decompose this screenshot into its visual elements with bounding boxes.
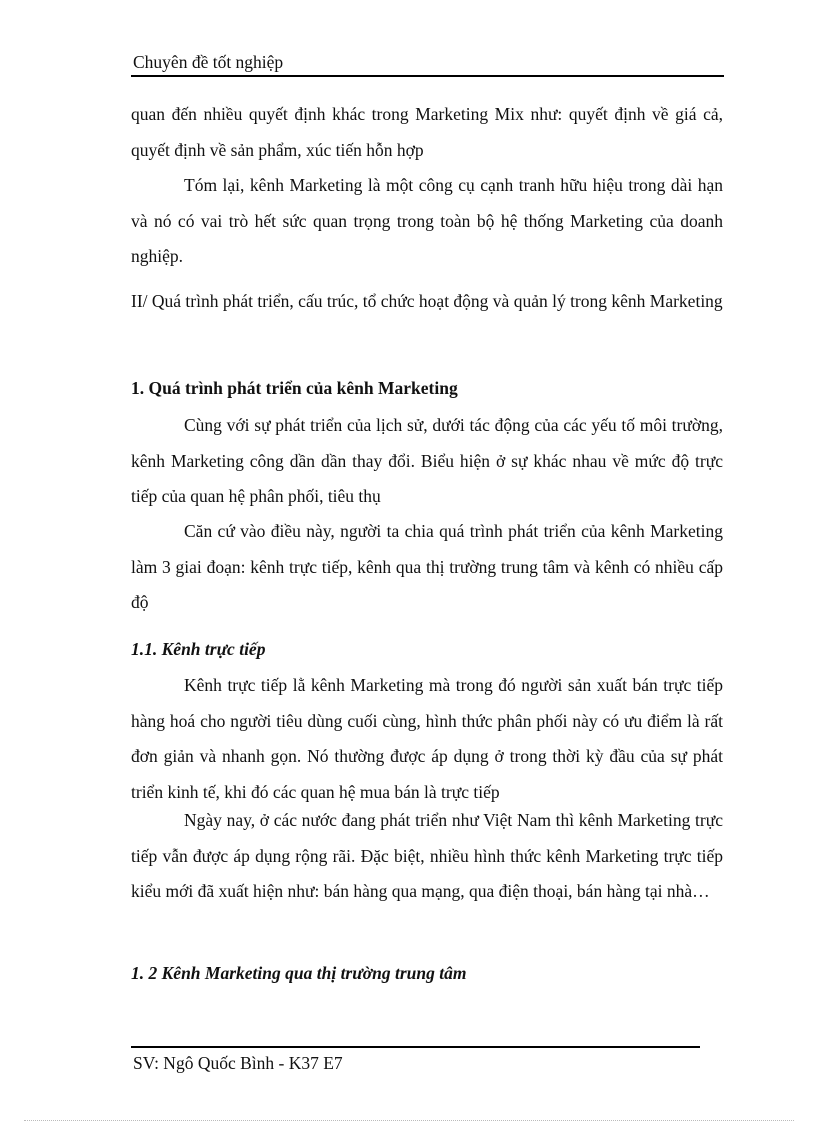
heading-1-2: 1. 2 Kênh Marketing qua thị trường trung tâm <box>131 963 467 983</box>
paragraph-direct-channel: Kênh trực tiếp lằ kênh Marketing mà trong đó người sản xuất bán trực tiếp hàng hoá cho người tiêu dùng cuối cùng, hình thức phân phối này có ưu điểm là rất đơn giản và nhanh gọn. Nó thường được áp dụng ở trong thời kỳ đầu của sự phát triển kinh tế, khi đó các quan hệ mua bán là trực tiếp <box>131 675 723 802</box>
page-header-title: Chuyên đề tốt nghiệp <box>133 52 284 72</box>
paragraph-continuation: quan đến nhiều quyết định khác trong Marketing Mix như: quyết định về giá cả, quyết định về sản phẩm, xúc tiến hỗn hợp <box>131 104 723 160</box>
header-rule <box>131 75 724 77</box>
paragraph-history: Cùng với sự phát triển của lịch sử, dưới tác động của các yếu tố môi trường, kênh Marketing công dần dần thay đổi. Biểu hiện ở sự khác nhau về mức độ trực tiếp của quan hệ phân phối, tiêu thụ <box>131 415 723 506</box>
page-footer-text: SV: Ngô Quốc Bình - K37 E7 <box>133 1053 343 1073</box>
footer-rule <box>131 1046 700 1048</box>
page-edge-dotted <box>24 1120 794 1121</box>
paragraph-summary: Tóm lại, kênh Marketing là một công cụ cạnh tranh hữu hiệu trong dài hạn và nó có vai trò hết sức quan trọng trong toàn bộ hệ thống Marketing của doanh nghiệp. <box>131 175 723 266</box>
heading-1: 1. Quá trình phát triển của kênh Marketing <box>131 378 458 398</box>
paragraph-stages: Căn cứ vào điều này, người ta chia quá trình phát triển của kênh Marketing làm 3 giai đoạn: kênh trực tiếp, kênh qua thị trường trung tâm và kênh có nhiều cấp độ <box>131 521 723 612</box>
paragraph-nowadays: Ngày nay, ở các nước đang phát triển như Việt Nam thì kênh Marketing trực tiếp vẫn được áp dụng rộng rãi. Đặc biệt, nhiều hình thức kênh Marketing trực tiếp kiểu mới đã xuất hiện như: bán hàng qua mạng, qua điện thoại, bán hàng tại nhà… <box>131 810 723 901</box>
heading-1-1: 1.1. Kênh trực tiếp <box>131 639 266 659</box>
section-heading-2: II/ Quá trình phát triển, cấu trúc, tổ chức hoạt động và quản lý trong kênh Marketing <box>131 291 723 311</box>
